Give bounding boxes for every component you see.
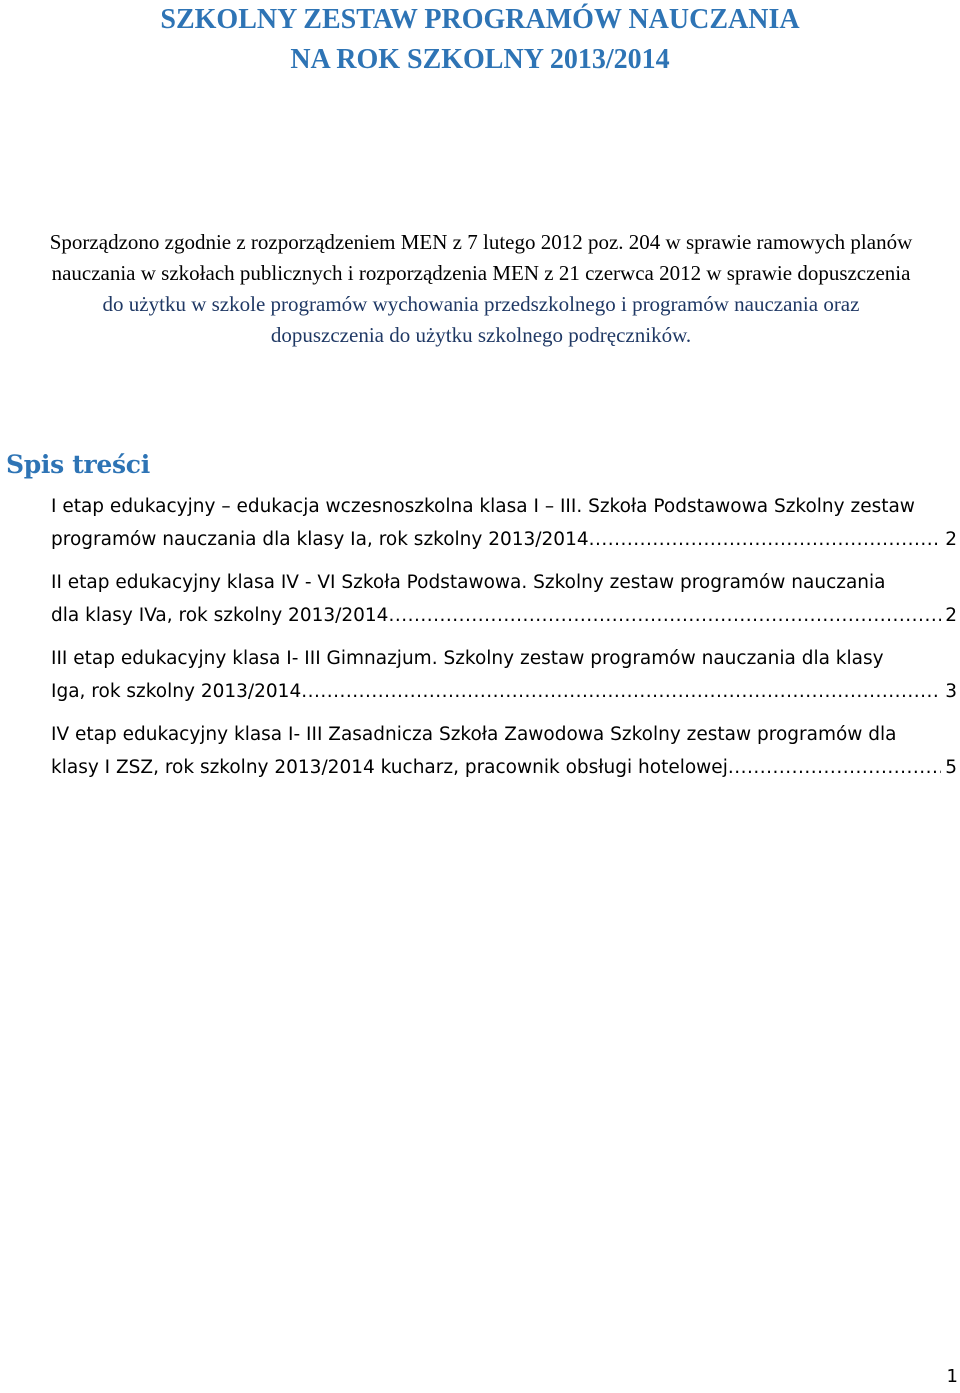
intro-line-3: do użytku w szkole programów wychowania przedszkolnego i programów nauczania oraz bbox=[102, 292, 860, 316]
title-line-1: SZKOLNY ZESTAW PROGRAMÓW NAUCZANIA bbox=[160, 4, 800, 35]
toc-leader-dots bbox=[589, 523, 942, 556]
toc-entry-text[interactable]: IV etap edukacyjny klasa I- III Zasadnicza Szkoła Zawodowa Szkolny zestaw programów dla bbox=[51, 724, 897, 745]
toc-entry-text[interactable]: III etap edukacyjny klasa I- III Gimnazjum. Szkolny zestaw programów nauczania dla klasy bbox=[51, 648, 884, 669]
toc-entry[interactable] bbox=[51, 642, 957, 708]
toc-entry-text[interactable]: II etap edukacyjny klasa IV - VI Szkoła Podstawowa. Szkolny zestaw programów nauczania bbox=[51, 572, 886, 593]
table-of-contents bbox=[51, 490, 957, 794]
page-number: 1 bbox=[946, 1366, 958, 1387]
intro-line-2: nauczania w szkołach publicznych i rozporządzenia MEN z 21 czerwca 2012 w sprawie dopuszczenia bbox=[51, 261, 911, 285]
toc-page-number[interactable]: 2 bbox=[945, 529, 957, 550]
toc-entry-text[interactable]: programów nauczania dla klasy Ia, rok szkolny 2013/2014 bbox=[51, 529, 589, 550]
toc-entry-text[interactable]: I etap edukacyjny – edukacja wczesnoszkolna klasa I – III. Szkoła Podstawowa Szkolny zestaw bbox=[51, 496, 915, 517]
toc-page-number[interactable]: 3 bbox=[945, 681, 957, 702]
intro-paragraph bbox=[4, 227, 958, 351]
toc-entry[interactable] bbox=[51, 566, 957, 632]
toc-leader-dots bbox=[728, 751, 941, 784]
toc-entry-text[interactable]: Iga, rok szkolny 2013/2014 bbox=[51, 681, 302, 702]
toc-page-number[interactable]: 5 bbox=[945, 757, 957, 778]
toc-entry-text[interactable]: klasy I ZSZ, rok szkolny 2013/2014 kucharz, pracownik obsługi hotelowej bbox=[51, 757, 728, 778]
intro-line-1: Sporządzono zgodnie z rozporządzeniem MEN z 7 lutego 2012 poz. 204 w sprawie ramowych planów bbox=[49, 230, 913, 254]
toc-leader-dots bbox=[388, 599, 941, 632]
intro-line-4: dopuszczenia do użytku szkolnego podręczników. bbox=[270, 323, 692, 347]
title-line-2: NA ROK SZKOLNY 2013/2014 bbox=[290, 44, 670, 75]
toc-entry[interactable] bbox=[51, 718, 957, 784]
toc-entry-text[interactable]: dla klasy IVa, rok szkolny 2013/2014 bbox=[51, 605, 389, 626]
toc-entry[interactable] bbox=[51, 490, 957, 556]
toc-page-number[interactable]: 2 bbox=[945, 605, 957, 626]
toc-heading: Spis treści bbox=[6, 450, 150, 479]
toc-leader-dots bbox=[301, 675, 941, 708]
